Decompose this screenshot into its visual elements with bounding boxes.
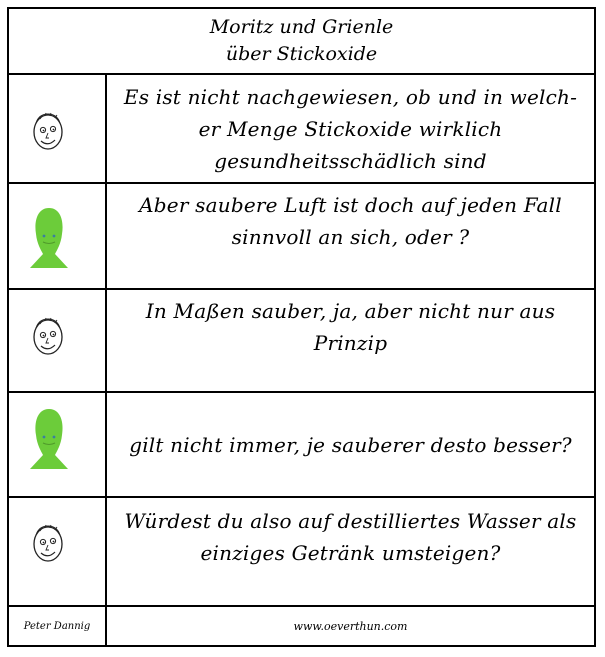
speech-line: Würdest du also auf destilliertes Wasser als xyxy=(124,509,577,533)
speech-row-3 xyxy=(107,290,594,364)
comic-title xyxy=(9,9,594,73)
speech-line: In Maßen sauber, ja, aber nicht nur aus xyxy=(145,299,556,323)
comic-table xyxy=(7,7,596,647)
moritz-face-icon xyxy=(27,517,69,569)
moritz-face-icon xyxy=(27,310,69,362)
title-line-1: Moritz und Grienle xyxy=(209,16,394,38)
author-credit: Peter Dannig xyxy=(23,620,91,632)
speech-row-2 xyxy=(107,184,594,258)
speech-line: Prinzip xyxy=(313,331,388,355)
speech-line: Aber saubere Luft ist doch auf jeden Fall xyxy=(139,193,562,217)
grienle-green-figure-icon xyxy=(27,204,71,272)
moritz-face-icon xyxy=(27,105,69,157)
speech-line: Es ist nicht nachgewiesen, ob und in welch- xyxy=(123,84,578,109)
speech-line: einziges Getränk umsteigen? xyxy=(200,541,501,565)
speech-line: gesundheitsschädlich sind xyxy=(214,148,487,173)
website-link[interactable]: www.oeverthun.com xyxy=(293,619,408,633)
grienle-green-figure-icon xyxy=(27,405,71,473)
title-line-2: über Stickoxide xyxy=(225,43,378,65)
speech-row-4 xyxy=(107,393,594,496)
speech-row-1 xyxy=(107,75,594,182)
speech-row-5 xyxy=(107,498,594,576)
speech-line: sinnvoll an sich, oder ? xyxy=(231,225,470,249)
speech-line: er Menge Stickoxide wirklich xyxy=(198,116,503,141)
speech-line: gilt nicht immer, je sauberer desto besser? xyxy=(129,432,572,457)
